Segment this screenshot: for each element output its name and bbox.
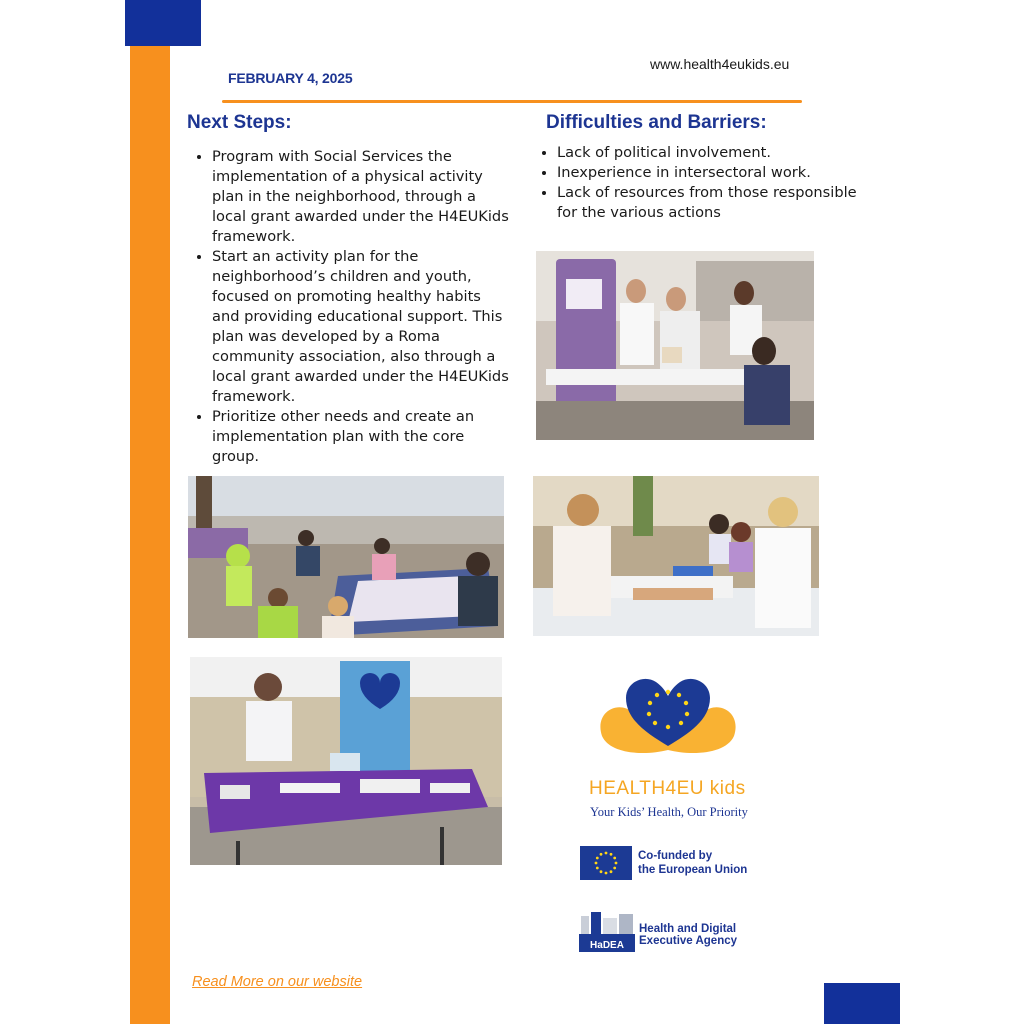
hadea-logo-icon [579, 912, 635, 952]
health4eukids-logo [596, 672, 740, 764]
list-item: • Lack of political involvement. [557, 143, 857, 163]
list-item: • Inexperience in intersectoral work. [557, 163, 857, 183]
brand-name: HEALTH4EU kids [589, 778, 746, 799]
info-table-photo [190, 657, 502, 865]
food-preparation-photo [533, 476, 819, 636]
difficulties-list [533, 143, 857, 223]
next-steps-list [188, 147, 512, 467]
bottom-navy-block [824, 983, 900, 1024]
next-steps-heading: Next Steps: [187, 112, 292, 133]
eu-cofunded-text: Co-funded by the European Union [638, 850, 748, 876]
issue-date: FEBRUARY 4, 2025 [228, 70, 353, 86]
list-item: • Lack of resources from those responsible for the various actions [557, 183, 857, 223]
list-item: • Start an activity plan for the neighborhood’s children and youth, focused on promoting healthy habits and providing educational support. This plan was developed by a Roma community association, also through a local grant awarded under the H4EUKids framework. [212, 247, 512, 407]
eu-flag-icon [580, 846, 632, 880]
children-picnic-photo [188, 476, 504, 638]
difficulties-heading: Difficulties and Barriers: [546, 112, 767, 133]
hadea-label: HaDEA [590, 940, 624, 951]
list-item: • Program with Social Services the implementation of a physical activity plan in the neighborhood, through a local grant awarded under the H4EUKids framework. [212, 147, 512, 247]
health-check-photo [536, 251, 814, 440]
read-more-link[interactable]: Read More on our website [192, 974, 363, 990]
header-divider [222, 100, 802, 103]
brand-tagline: Your Kids’ Health, Our Priority [590, 805, 748, 819]
top-navy-block [125, 0, 201, 46]
website-link[interactable]: www.health4eukids.eu [650, 56, 790, 72]
hadea-agency-text: Health and Digital Executive Agency [639, 923, 738, 947]
list-item: • Prioritize other needs and create an implementation plan with the core group. [212, 407, 512, 467]
orange-side-bar [130, 46, 170, 1024]
